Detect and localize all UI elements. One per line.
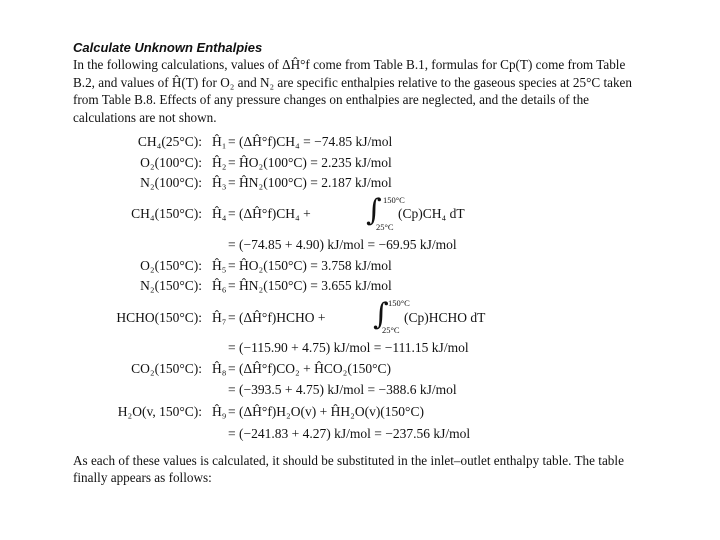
eq-rhs-9: = (−115.90 + 4.75) kJ/mol = −111.15 kJ/mol (228, 340, 469, 355)
integral-lower-limit-1: 25°C (376, 222, 394, 232)
eq-label-10: CO₂(150°C): (131, 361, 202, 376)
eq-rhs-11: = (−393.5 + 4.75) kJ/mol = −388.6 kJ/mol (228, 382, 457, 397)
eq-lhs-6: Ĥ₅ (212, 258, 227, 273)
eq-rhs-5: = (−74.85 + 4.90) kJ/mol = −69.95 kJ/mol (228, 237, 457, 252)
eq-label-2: O₂(100°C): (140, 155, 202, 170)
eq-label-6: O₂(150°C): (140, 258, 202, 273)
eq-label-12: H₂O(v, 150°C): (117, 404, 202, 419)
eq-label-7: N₂(150°C): (140, 278, 202, 293)
eq-lhs-8: Ĥ₇ (212, 310, 227, 325)
eq-label-1: CH₄(25°C): (137, 134, 202, 149)
integral-sign-1: ∫ (366, 193, 382, 228)
eq-lhs-2: Ĥ₂ (212, 155, 227, 170)
integral-upper-limit-1: 150°C (383, 195, 405, 205)
eq-label-4: CH₄(150°C): (131, 206, 202, 221)
eq-rhs-7: = ĤN₂(150°C) = 3.655 kJ/mol (228, 278, 392, 293)
closing-paragraph: As each of these values is calculated, it should be substituted in the inlet–outlet enthalpy table. The table finally appears as follows: (73, 453, 624, 485)
eq-rhs-8a: = (ΔĤ°f)HCHO + (228, 310, 326, 325)
eq-rhs-4a: = (ΔĤ°f)CH₄ + (228, 206, 311, 221)
eq-rhs-1: = (ΔĤ°f)CH₄ = −74.85 kJ/mol (228, 134, 393, 149)
section-title: Calculate Unknown Enthalpies (73, 40, 263, 55)
eq-rhs-4b: (Cp)CH₄ dT (398, 206, 465, 221)
integral-lower-limit-2: 25°C (382, 325, 400, 335)
eq-lhs-3: Ĥ₃ (212, 175, 227, 190)
eq-lhs-10: Ĥ₈ (212, 361, 227, 376)
eq-lhs-4: Ĥ₄ (212, 206, 227, 221)
eq-rhs-12: = (ΔĤ°f)H₂O(v) + ĤH₂O(v)(150°C) (228, 404, 424, 419)
eq-lhs-1: Ĥ₁ (212, 134, 227, 149)
eq-label-3: N₂(100°C): (140, 175, 202, 190)
intro-paragraph: In the following calculations, values of ΔĤ°f come from Table B.1, formulas for Cp(T) come from Table B.2, and values of Ĥ(T) for O₂ and N₂ are specific enthalpies relative to the gaseous species at 25°C taken from Table B.8. Effects of any pressure changes on enthalpies are neglected, and the details of the calculations are not shown. (73, 57, 633, 125)
integral-upper-limit-2: 150°C (388, 298, 410, 308)
eq-lhs-12: Ĥ₉ (212, 404, 227, 419)
eq-label-8: HCHO(150°C): (116, 310, 202, 325)
eq-rhs-8b: (Cp)HCHO dT (404, 310, 486, 325)
eq-rhs-6: = ĤO₂(150°C) = 3.758 kJ/mol (228, 258, 392, 273)
eq-rhs-3: = ĤN₂(100°C) = 2.187 kJ/mol (228, 175, 392, 190)
eq-lhs-7: Ĥ₆ (212, 278, 227, 293)
integral-sign-2: ∫ (373, 297, 389, 332)
eq-rhs-2: = ĤO₂(100°C) = 2.235 kJ/mol (228, 155, 392, 170)
eq-rhs-13: = (−241.83 + 4.27) kJ/mol = −237.56 kJ/mol (228, 426, 471, 441)
eq-rhs-10: = (ΔĤ°f)CO₂ + ĤCO₂(150°C) (228, 361, 391, 376)
